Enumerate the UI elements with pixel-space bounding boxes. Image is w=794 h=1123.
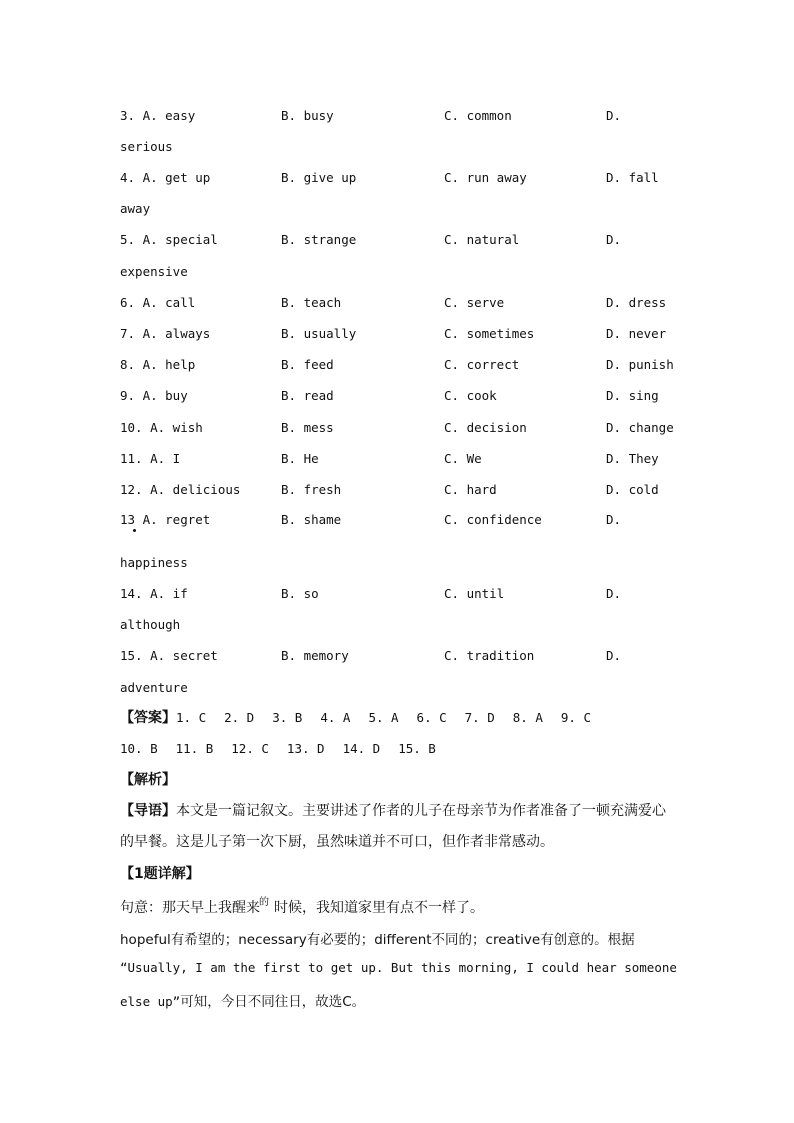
option-a: 12. A. delicious (120, 482, 241, 497)
detail-heading (120, 863, 200, 883)
options-explanation: hopeful有希望的；necessary有必要的；different不同的；creative有创意的。根据 (120, 932, 635, 948)
option-c: C. until (444, 586, 505, 601)
option-d-wrap: adventure (120, 680, 188, 695)
option-b: B. mess (281, 420, 334, 435)
guide-paragraph-line-1 (120, 800, 666, 820)
answer-item: 3. B (272, 710, 303, 725)
option-a: 15. A. secret (120, 648, 218, 663)
option-d: D. (606, 512, 622, 527)
option-c: C. run away (444, 170, 527, 185)
option-d: D. They (606, 451, 659, 466)
option-d: D. punish (606, 357, 674, 372)
option-b: B. usually (281, 326, 357, 341)
option-c: C. confidence (444, 512, 542, 527)
option-a: 4. A. get up (120, 170, 211, 185)
option-c: C. hard (444, 482, 497, 497)
option-d-wrap: although (120, 617, 181, 632)
option-d: D. sing (606, 388, 659, 403)
question-row (120, 420, 680, 440)
answer-item: 5. A (368, 710, 399, 725)
conclusion-text: 可知，今日不同往日，故选C。 (180, 994, 366, 1010)
question-row (120, 326, 680, 346)
answer-item: 4. A (320, 710, 351, 725)
meaning-part-2: 时候，我知道家里有点不一样了。 (274, 900, 484, 916)
option-b: B. feed (281, 357, 334, 372)
option-a: 8. A. help (120, 357, 196, 372)
option-d-wrap: away (120, 201, 151, 216)
question-row (120, 586, 680, 606)
option-a: 14. A. if (120, 586, 188, 601)
guide-paragraph-line-2: 的早餐。这是儿子第一次下厨，虽然味道并不可口，但作者非常感动。 (120, 834, 554, 850)
question-row (120, 170, 680, 190)
option-b: B. read (281, 388, 334, 403)
option-d: D. fall (606, 170, 659, 185)
answer-item: 7. D (464, 710, 495, 725)
period-dot (133, 529, 136, 532)
option-c: C. serve (444, 295, 505, 310)
answer-item: 1. C (176, 710, 207, 725)
option-a: 11. A. I (120, 451, 181, 466)
option-d: D. dress (606, 295, 667, 310)
meaning-superscript: 的 (259, 897, 269, 908)
option-a: 5. A. special (120, 232, 218, 247)
question-row (120, 388, 680, 408)
question-row (120, 357, 680, 377)
answer-item: 9. C (560, 710, 591, 725)
guide-text: 本文是一篇记叙文。主要讲述了作者的儿子在母亲节为作者准备了一顿充满爱心 (176, 803, 666, 819)
question-row (120, 482, 680, 502)
answer-item: 15. B (398, 741, 436, 756)
answer-line-1 (120, 707, 609, 727)
option-d: D. cold (606, 482, 659, 497)
answer-line-2 (120, 741, 454, 756)
option-b: B. give up (281, 170, 357, 185)
guide-label: 【导语】 (120, 803, 176, 819)
option-d: D. (606, 108, 622, 123)
option-c: C. We (444, 451, 482, 466)
detail-label: 【1题详解】 (120, 866, 200, 882)
question-row (120, 232, 680, 252)
meaning-part-1: 句意：那天早上我醒来 (120, 900, 260, 916)
option-a: 13 A. regret (120, 512, 211, 527)
option-d: D. (606, 586, 622, 601)
analysis-label: 【解析】 (120, 772, 176, 788)
option-c: C. cook (444, 388, 497, 403)
option-c: C. natural (444, 232, 520, 247)
option-b: B. busy (281, 108, 334, 123)
answer-label: 【答案】 (120, 710, 176, 726)
option-a: 3. A. easy (120, 108, 196, 123)
option-b: B. memory (281, 648, 349, 663)
answer-item: 12. C (231, 741, 269, 756)
option-b: B. so (281, 586, 319, 601)
analysis-heading (120, 769, 176, 789)
option-d: D. (606, 232, 622, 247)
conclusion-quote: else up” (120, 994, 181, 1009)
answer-item: 13. D (286, 741, 325, 756)
answer-item: 6. C (416, 710, 447, 725)
option-d: D. change (606, 420, 674, 435)
answer-item: 8. A (512, 710, 543, 725)
question-row (120, 108, 680, 128)
option-c: C. correct (444, 357, 520, 372)
option-d-wrap: serious (120, 139, 173, 154)
option-c: C. sometimes (444, 326, 535, 341)
option-d-wrap: happiness (120, 555, 188, 570)
answer-item: 10. B (120, 741, 158, 756)
option-b: B. strange (281, 232, 357, 247)
option-c: C. tradition (444, 648, 535, 663)
option-c: C. decision (444, 420, 527, 435)
option-d-wrap: expensive (120, 264, 188, 279)
option-a: 10. A. wish (120, 420, 203, 435)
option-b: B. teach (281, 295, 342, 310)
option-a: 9. A. buy (120, 388, 188, 403)
option-d: D. (606, 648, 622, 663)
option-a: 7. A. always (120, 326, 211, 341)
answer-item: 11. B (175, 741, 214, 756)
answer-item: 2. D (224, 710, 255, 725)
sentence-meaning (120, 897, 484, 917)
option-c: C. common (444, 108, 512, 123)
question-row (120, 648, 680, 668)
option-b: B. shame (281, 512, 342, 527)
option-b: B. He (281, 451, 319, 466)
answer-item: 14. D (342, 741, 381, 756)
option-a: 6. A. call (120, 295, 196, 310)
option-b: B. fresh (281, 482, 342, 497)
option-d: D. never (606, 326, 667, 341)
conclusion-line (120, 990, 365, 1010)
question-row (120, 451, 680, 471)
quote-line: “Usually, I am the first to get up. But this morning, I could hear someone (120, 960, 677, 975)
question-row (120, 295, 680, 315)
question-row (120, 512, 680, 532)
